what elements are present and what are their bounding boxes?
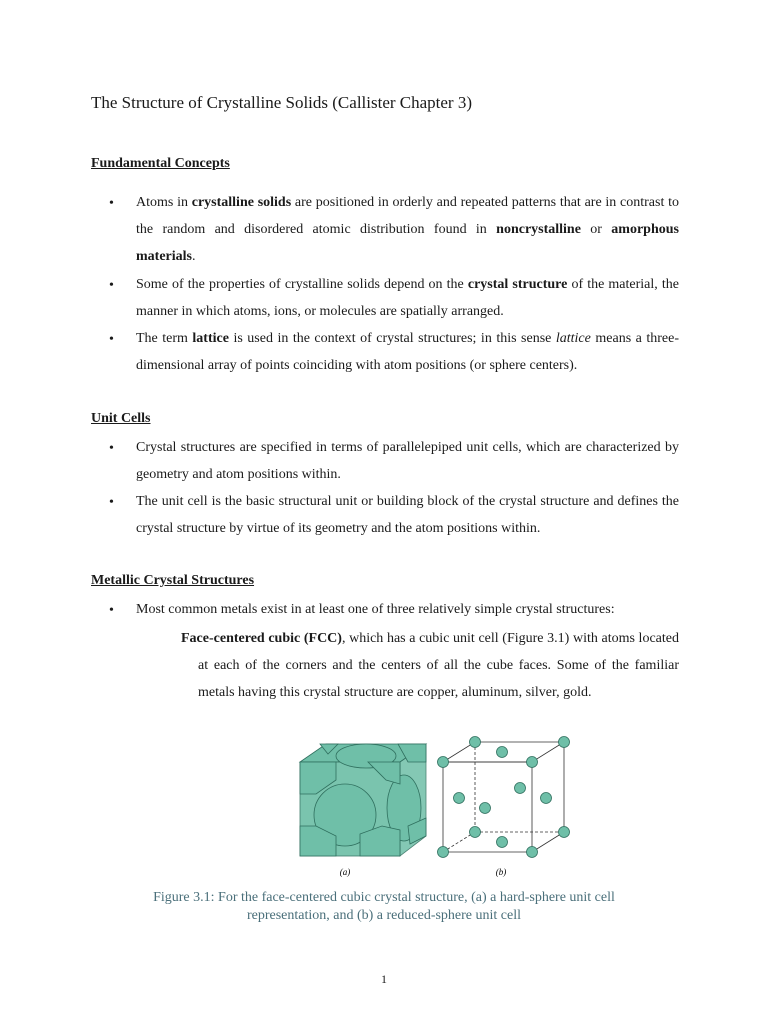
fcc-atoms xyxy=(438,737,570,858)
hard-sphere-unit-cell xyxy=(300,744,426,856)
figure-fcc-unit-cell xyxy=(298,732,578,880)
heading-metallic-crystal-structures: Metallic Crystal Structures xyxy=(91,573,255,588)
figure-caption-line-1: Figure 3.1: For the face-centered cubic crystal structure, (a) a hard-sphere unit cell xyxy=(153,890,615,905)
heading-unit-cells: Unit Cells xyxy=(91,411,151,426)
paragraph-crystal-structure: Some of the properties of crystalline solids depend on the crystal structure of the material, the manner in which atoms, ions, or molecules are spatially arranged. xyxy=(136,277,679,320)
document-title: The Structure of Crystalline Solids (Callister Chapter 3) xyxy=(91,93,473,112)
figure-caption xyxy=(100,889,668,925)
paragraph-fcc: Face-centered cubic (FCC), which has a cubic unit cell (Figure 3.1) with atoms located at each of the corners and the centers of all the cube faces. Some of the familiar metals having this crystal structure are copper, aluminum, silver, gold. xyxy=(181,631,679,701)
figure-caption-line-2: representation, and (b) a reduced-sphere unit cell xyxy=(246,908,522,923)
paragraph-common-metals: Most common metals exist in at least one of three relatively simple crystal structures: xyxy=(136,602,615,617)
paragraph-unit-cell-building-block: The unit cell is the basic structural unit or building block of the crystal structure and defines the crystal structure by virtue of its geometry and the atom positions within. xyxy=(136,494,679,537)
paragraph-crystalline-solids: Atoms in crystalline solids are positioned in orderly and repeated patterns that are in contrast to the random and disordered atomic distribution found in noncrystalline or amorphous materials. xyxy=(136,195,680,265)
figure-label-b: (b) xyxy=(495,867,507,877)
heading-fundamental-concepts: Fundamental Concepts xyxy=(91,156,230,171)
figure-label-a: (a) xyxy=(339,867,351,877)
paragraph-lattice: The term lattice is used in the context of crystal structures; in this sense lattice means a three-dimensional array of points coinciding with atom positions (or sphere centers). xyxy=(136,331,679,374)
paragraph-unit-cells-definition: Crystal structures are specified in terms of parallelepiped unit cells, which are characterized by geometry and atom positions within. xyxy=(136,440,679,483)
page-number: 1 xyxy=(381,972,387,986)
